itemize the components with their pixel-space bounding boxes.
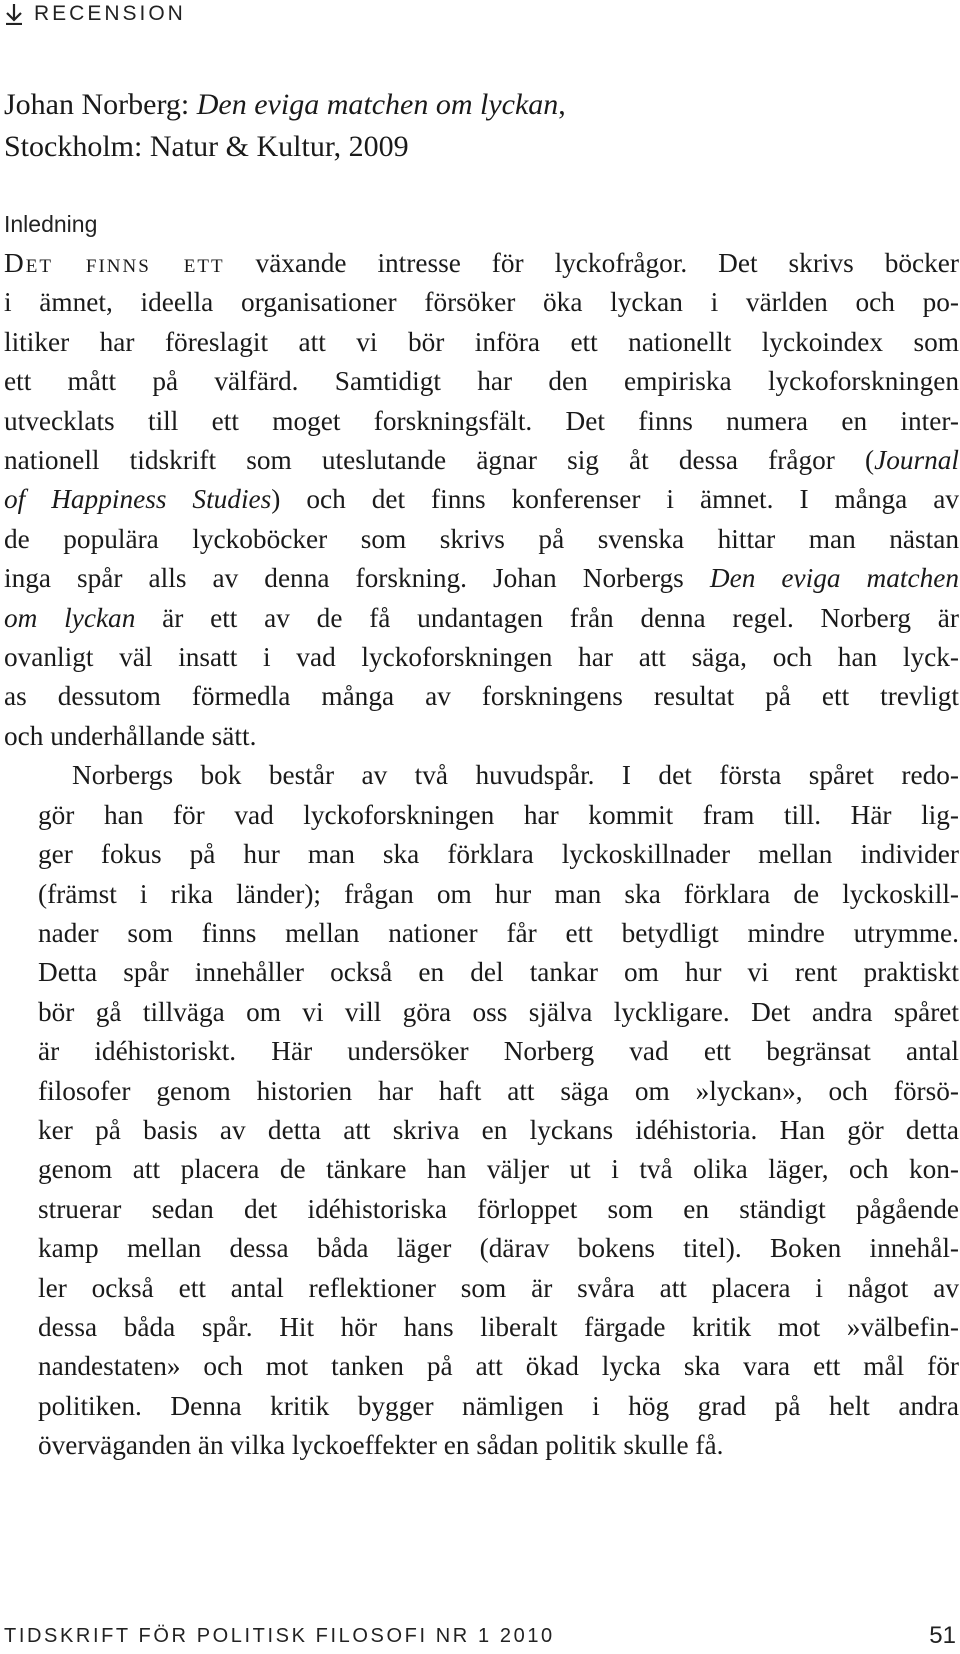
small-caps-lead: Det finns ett [4,248,225,278]
text-span: inga spår alls av denna forskning. Johan Norbergs [4,563,710,594]
text-line: (främst i rika länder); frågan om hur man ska förklara de lyckoskill- [38,878,959,909]
text-line: nandestaten» och mot tanken på att ökad lycka ska vara ett mål för [38,1351,959,1382]
text-line: och underhållande sätt. [4,720,257,751]
bibliographic-reference [4,84,566,168]
text-line [4,559,959,598]
paragraph-2 [4,756,959,1465]
text-line: de populära lyckoböcker som skrivs på svenska hittar man nästan [4,523,959,554]
bib-comma: , [558,88,566,121]
text-line: ovanligt väl insatt i vad lyckoforskningen har att säga, och han lyck- [4,642,959,673]
bib-author: Johan Norberg: [4,88,197,121]
italic-title: om lyckan [4,602,136,633]
page-number: 51 [929,1622,956,1649]
text-line: politiken. Denna kritik bygger nämligen i hög grad på helt andra [38,1390,959,1421]
section-label: RECENSION [34,2,186,25]
bib-publisher: Stockholm: Natur & Kultur, 2009 [4,130,409,163]
text-line: filosofer genom historien har haft att säga om »lyckan», och försö- [38,1075,959,1106]
download-arrow-icon [4,3,24,25]
text-line: gör han för vad lyckoforskningen har kommit fram till. Här lig- [38,799,959,830]
paragraph-1 [4,244,959,756]
text-span: nationell tidskrift som uteslutande ägnar sig åt dessa frågor ( [4,445,875,476]
text-line: dessa båda spår. Hit hör hans liberalt färgade kritik mot »välbefin- [38,1311,959,1342]
section-title: Inledning [4,211,98,237]
text-line: är idéhistoriskt. Här undersöker Norberg vad ett begränsat antal [38,1036,959,1067]
text-line [4,441,959,480]
text-line: överväganden än vilka lyckoeffekter en sådan politik skulle få. [38,1430,724,1461]
page-footer [4,1622,960,1650]
text-line: Detta spår innehåller också en del tankar om hur vi rent praktiskt [38,957,959,988]
text-line: litiker har föreslagit att vi bör införa ett nationellt lyckoindex som [4,326,959,357]
text-line: as dessutom förmedla många av forskningens resultat på ett trevligt [4,681,959,712]
italic-title: of Happiness Studies [4,484,272,515]
text-line [4,480,959,519]
text-line: kamp mellan dessa båda läger (därav bokens titel). Boken innehål- [38,1233,959,1264]
text-line: ett mått på välfärd. Samtidigt har den empiriska lyckoforskningen [4,366,959,397]
bib-line-1 [4,84,566,126]
text-line [4,599,959,638]
italic-title: Journal [874,445,959,476]
journal-name: TIDSKRIFT FÖR POLITISK FILOSOFI NR 1 2010 [4,1624,555,1647]
text-line: i ämnet, ideella organisationer försöker öka lyckan i världen och po- [4,287,959,318]
text-span: växande intresse för lyckofrågor. Det skrivs böcker [224,248,960,278]
text-line: ker på basis av detta att skriva en lyckans idéhistoria. Han gör detta [38,1114,959,1145]
article-body [4,244,959,1466]
text-line: bör gå tillväga om vi vill göra oss själva lyckligare. Det andra spåret [38,996,959,1027]
text-line: Norbergs bok består av två huvudspår. I det första spåret redo- [72,760,959,791]
bib-book-title: Den eviga matchen om lyckan [196,88,559,121]
text-span: är ett av de få undantagen från denna regel. Norberg är [135,602,959,633]
text-line: genom att placera de tänkare han väljer ut i två olika läger, och kon- [38,1154,959,1185]
text-span: ) och det finns konferenser i ämnet. I många av [271,484,959,515]
text-line: struerar sedan det idéhistoriska förloppet som en ständigt pågående [38,1193,959,1224]
text-line [4,244,959,283]
italic-title: Den eviga matchen [709,563,959,594]
section-header [4,0,186,28]
text-line: ler också ett antal reflektioner som är svåra att placera i något av [38,1272,959,1303]
text-line: ger fokus på hur man ska förklara lyckoskillnader mellan individer [38,839,959,870]
text-line: utvecklats till ett moget forskningsfält. Det finns numera en inter- [4,405,959,436]
text-line: nader som finns mellan nationer får ett betydligt mindre utrymme. [38,917,959,948]
